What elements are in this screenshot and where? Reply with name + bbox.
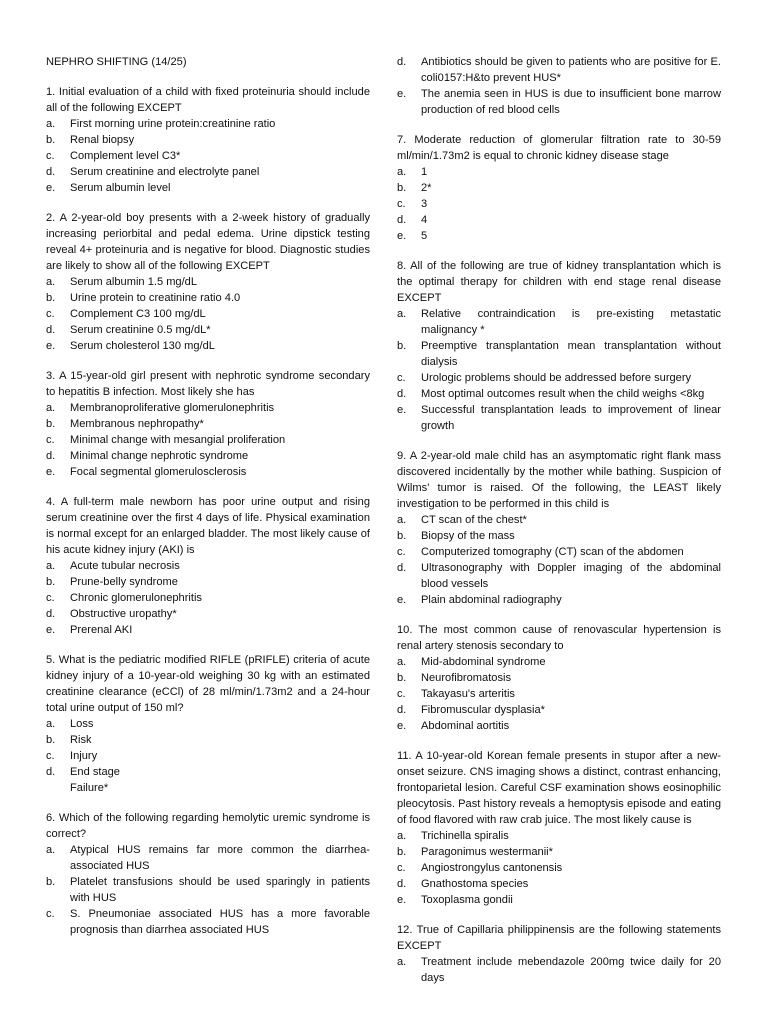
option-text: Membranous nephropathy*	[70, 418, 204, 430]
option-letter: b.	[46, 576, 56, 588]
option-text: 4	[421, 214, 428, 226]
question-stem: 3. A 15-year-old girl present with nephrotic syndrome secondary to hepatitis B infection. Most likely she has	[46, 370, 370, 398]
answer-option	[397, 228, 721, 244]
option-letter: b.	[397, 182, 407, 194]
answer-option	[397, 828, 721, 844]
option-text: Takayasu's arteritis	[421, 688, 515, 700]
option-text: Ultrasonography with Doppler imaging of the abdominal blood vessels	[421, 562, 721, 590]
left-column	[46, 54, 370, 952]
option-letter: d.	[397, 878, 407, 890]
option-text: Serum albumin 1.5 mg/dL	[70, 276, 198, 288]
option-text: Serum creatinine and electrolyte panel	[70, 166, 260, 178]
option-letter: d.	[397, 704, 407, 716]
option-letter: e.	[46, 466, 56, 478]
answer-option	[46, 906, 370, 938]
option-letter: b.	[46, 734, 56, 746]
option-text: The anemia seen in HUS is due to insufficient bone marrow production of red blood cells	[421, 88, 721, 116]
question-block	[397, 448, 721, 608]
question-stem: 12. True of Capillaria philippinensis are the following statements EXCEPT	[397, 924, 721, 952]
question-block	[46, 494, 370, 638]
option-text: Relative contraindication is pre-existing metastatic malignancy *	[421, 308, 721, 336]
option-letter: d.	[397, 214, 407, 226]
answer-option	[397, 86, 721, 118]
option-letter: a.	[46, 402, 56, 414]
option-letter: a.	[397, 166, 407, 178]
answer-option	[46, 732, 370, 748]
option-letter: e.	[397, 594, 407, 606]
option-text: Loss	[70, 718, 94, 730]
answer-option	[46, 780, 370, 796]
right-question-list	[397, 54, 721, 986]
question-stem: 1. Initial evaluation of a child with fixed proteinuria should include all of the following EXCEPT	[46, 86, 370, 114]
option-text: Treatment include mebendazole 200mg twice daily for 20 days	[421, 956, 721, 984]
option-text: Complement C3 100 mg/dL	[70, 308, 206, 320]
answer-option	[397, 892, 721, 908]
option-text: Atypical HUS remains far more common the diarrhea-associated HUS	[70, 844, 370, 872]
option-letter: a.	[397, 830, 407, 842]
question-block	[397, 132, 721, 244]
option-letter: b.	[397, 672, 407, 684]
option-letter: a.	[46, 560, 56, 572]
answer-option	[397, 528, 721, 544]
answer-option	[397, 54, 721, 86]
question-block	[46, 84, 370, 196]
question-stem: 4. A full-term male newborn has poor urine output and rising serum creatinine over the first 4 days of life. Physical examination is normal except for an enlarged bladder. The most likely cause of his acute kidney injury (AKI) is	[46, 496, 370, 556]
option-letter: c.	[46, 750, 55, 762]
option-text: Successful transplantation leads to improvement of linear growth	[421, 404, 721, 432]
option-text: Gnathostoma species	[421, 878, 529, 890]
option-text: Antibiotics should be given to patients who are positive for E. coli0157:H&to prevent HUS*	[421, 56, 721, 84]
option-text: Minimal change nephrotic syndrome	[70, 450, 249, 462]
option-text: End stage	[70, 766, 120, 778]
question-block	[397, 748, 721, 908]
question-stem: 5. What is the pediatric modified RIFLE (pRIFLE) criteria of acute kidney injury of a 10-year-old weighing 30 kg with an estimated creatinine clearance (eCCl) of 28 ml/min/1.73m2 and a 24-hour total urine output of 150 ml?	[46, 654, 370, 714]
answer-option	[46, 180, 370, 196]
answer-option	[46, 842, 370, 874]
option-text: Membranoproliferative glomerulonephritis	[70, 402, 275, 414]
question-stem: 9. A 2-year-old male child has an asymptomatic right flank mass discovered incidentally by the mother while bathing. Suspicion of Wilms' tumor is raised. Of the following, the LEAST likely investigation to be performed in this child is	[397, 450, 721, 510]
option-letter: d.	[46, 166, 56, 178]
option-text: Toxoplasma gondii	[421, 894, 513, 906]
option-letter: e.	[46, 340, 56, 352]
option-text: Angiostrongylus cantonensis	[421, 862, 563, 874]
option-letter: e.	[46, 182, 56, 194]
option-letter: a.	[46, 118, 56, 130]
option-letter: e.	[397, 404, 407, 416]
answer-option	[397, 560, 721, 592]
question-stem: 8. All of the following are true of kidney transplantation which is the optimal therapy for children with end stage renal disease EXCEPT	[397, 260, 721, 304]
answer-option	[46, 558, 370, 574]
answer-option	[397, 164, 721, 180]
answer-option	[46, 400, 370, 416]
answer-option	[397, 370, 721, 386]
option-letter: d.	[46, 324, 56, 336]
option-letter: e.	[397, 230, 407, 242]
answer-option	[397, 306, 721, 338]
option-text: Biopsy of the mass	[421, 530, 515, 542]
option-letter: e.	[397, 720, 407, 732]
option-text: Complement level C3*	[70, 150, 181, 162]
answer-option	[46, 622, 370, 638]
option-text: Mid-abdominal syndrome	[421, 656, 546, 668]
answer-option	[397, 196, 721, 212]
option-text: Serum cholesterol 130 mg/dL	[70, 340, 215, 352]
option-text: Fibromuscular dysplasia*	[421, 704, 545, 716]
question-block	[46, 368, 370, 480]
option-letter: b.	[46, 292, 56, 304]
answer-option	[46, 322, 370, 338]
option-text: 2*	[421, 182, 432, 194]
option-text: Paragonimus westermanii*	[421, 846, 553, 858]
option-text: 3	[421, 198, 428, 210]
option-letter: c.	[46, 434, 55, 446]
option-letter: b.	[46, 134, 56, 146]
answer-option	[397, 180, 721, 196]
answer-option	[397, 686, 721, 702]
right-column	[397, 54, 721, 1000]
answer-option	[46, 290, 370, 306]
option-text: Focal segmental glomerulosclerosis	[70, 466, 247, 478]
option-text: Acute tubular necrosis	[70, 560, 180, 572]
option-letter: d.	[397, 56, 407, 68]
option-text: CT scan of the chest*	[421, 514, 527, 526]
option-text: Serum creatinine 0.5 mg/dL*	[70, 324, 211, 336]
answer-option	[46, 116, 370, 132]
option-letter: d.	[46, 766, 56, 778]
option-letter: c.	[397, 688, 406, 700]
option-text: First morning urine protein:creatinine ratio	[70, 118, 276, 130]
option-text: Prerenal AKI	[70, 624, 133, 636]
option-letter: c.	[397, 546, 406, 558]
answer-option	[46, 132, 370, 148]
answer-option	[46, 416, 370, 432]
answer-option	[397, 402, 721, 434]
answer-option	[46, 874, 370, 906]
option-text: Trichinella spiralis	[421, 830, 509, 842]
question-block	[46, 210, 370, 354]
answer-option	[397, 544, 721, 560]
answer-option	[46, 432, 370, 448]
question-block	[397, 622, 721, 734]
question-block	[46, 810, 370, 938]
option-text: 1	[421, 166, 428, 178]
answer-option	[397, 702, 721, 718]
answer-option	[397, 954, 721, 986]
option-letter: a.	[46, 844, 56, 856]
option-letter: b.	[397, 846, 407, 858]
question-block	[46, 652, 370, 796]
answer-option	[46, 164, 370, 180]
option-text: Minimal change with mesangial proliferation	[70, 434, 286, 446]
option-text: Neurofibromatosis	[421, 672, 512, 684]
option-letter: e.	[46, 624, 56, 636]
option-letter: c.	[397, 198, 406, 210]
question-stem: 10. The most common cause of renovascular hypertension is renal artery stenosis secondary to	[397, 624, 721, 652]
option-letter: d.	[46, 608, 56, 620]
answer-option	[397, 876, 721, 892]
option-text: Serum albumin level	[70, 182, 171, 194]
answer-option	[46, 716, 370, 732]
option-letter: d.	[397, 562, 407, 574]
question-block	[397, 258, 721, 434]
answer-option	[46, 464, 370, 480]
question-stem: 7. Moderate reduction of glomerular filtration rate to 30-59 ml/min/1.73m2 is equal to chronic kidney disease stage	[397, 134, 721, 162]
option-letter: c.	[46, 150, 55, 162]
option-letter: b.	[46, 418, 56, 430]
option-text: Platelet transfusions should be used sparingly in patients with HUS	[70, 876, 370, 904]
question-block	[397, 54, 721, 118]
option-letter	[46, 780, 70, 796]
answer-option	[397, 860, 721, 876]
option-text: Abdominal aortitis	[421, 720, 510, 732]
option-letter: a.	[397, 308, 407, 320]
option-letter: c.	[46, 592, 55, 604]
answer-option	[397, 338, 721, 370]
option-letter: c.	[397, 862, 406, 874]
option-text: Risk	[70, 734, 92, 746]
option-letter: b.	[397, 340, 407, 352]
option-letter: a.	[397, 514, 407, 526]
question-stem: 11. A 10-year-old Korean female presents in stupor after a new-onset seizure. CNS imaging shows a distinct, contrast enhancing, frontoparietal lesion. Careful CSF examination shows eosinophilic pleocytosis. Past history reveals a hemoptysis episode and eating of food flavored with raw crab juice. The most likely cause is	[397, 750, 721, 826]
option-text: Injury	[70, 750, 98, 762]
option-letter: b.	[46, 876, 56, 888]
answer-option	[397, 670, 721, 686]
option-text: Urologic problems should be addressed before surgery	[421, 372, 692, 384]
answer-option	[397, 654, 721, 670]
answer-option	[46, 590, 370, 606]
question-stem: 6. Which of the following regarding hemolytic uremic syndrome is correct?	[46, 812, 370, 840]
option-text: Computerized tomography (CT) scan of the abdomen	[421, 546, 684, 558]
answer-option	[397, 386, 721, 402]
option-letter: d.	[397, 388, 407, 400]
option-text: 5	[421, 230, 428, 242]
option-letter: a.	[397, 656, 407, 668]
option-letter: c.	[46, 908, 55, 920]
answer-option	[46, 148, 370, 164]
question-stem: 2. A 2-year-old boy presents with a 2-week history of gradually increasing periorbital and pedal edema. Urine dipstick testing reveal 4+ proteinuria and is negative for blood. Diagnostic studies are likely to show all of the following EXCEPT	[46, 212, 370, 272]
question-block	[397, 922, 721, 986]
option-text: Preemptive transplantation mean transplantation without dialysis	[421, 340, 721, 368]
option-letter: a.	[46, 718, 56, 730]
answer-option	[46, 748, 370, 764]
option-text: Urine protein to creatinine ratio 4.0	[70, 292, 241, 304]
answer-option	[397, 512, 721, 528]
answer-option	[397, 718, 721, 734]
answer-option	[397, 212, 721, 228]
document-title: NEPHRO SHIFTING (14/25)	[46, 56, 187, 68]
answer-option	[46, 306, 370, 322]
answer-option	[46, 574, 370, 590]
option-letter: c.	[397, 372, 406, 384]
answer-option	[46, 274, 370, 290]
answer-option	[46, 764, 370, 780]
option-text: Chronic glomerulonephritis	[70, 592, 202, 604]
option-text: Plain abdominal radiography	[421, 594, 562, 606]
answer-option	[397, 844, 721, 860]
option-letter: b.	[397, 530, 407, 542]
answer-option	[46, 448, 370, 464]
option-text: Most optimal outcomes result when the child weighs <8kg	[421, 388, 705, 400]
option-text: Obstructive uropathy*	[70, 608, 177, 620]
option-text: Renal biopsy	[70, 134, 135, 146]
answer-option	[46, 606, 370, 622]
option-text: S. Pneumoniae associated HUS has a more favorable prognosis than diarrhea associated HUS	[70, 908, 370, 936]
option-text: Prune-belly syndrome	[70, 576, 178, 588]
answer-option	[397, 592, 721, 608]
option-letter: a.	[46, 276, 56, 288]
option-letter: d.	[46, 450, 56, 462]
option-letter: a.	[397, 956, 407, 968]
option-text: Failure*	[70, 782, 109, 794]
answer-option	[46, 338, 370, 354]
option-letter: c.	[46, 308, 55, 320]
option-letter: e.	[397, 88, 407, 100]
option-letter: e.	[397, 894, 407, 906]
left-question-list	[46, 84, 370, 938]
